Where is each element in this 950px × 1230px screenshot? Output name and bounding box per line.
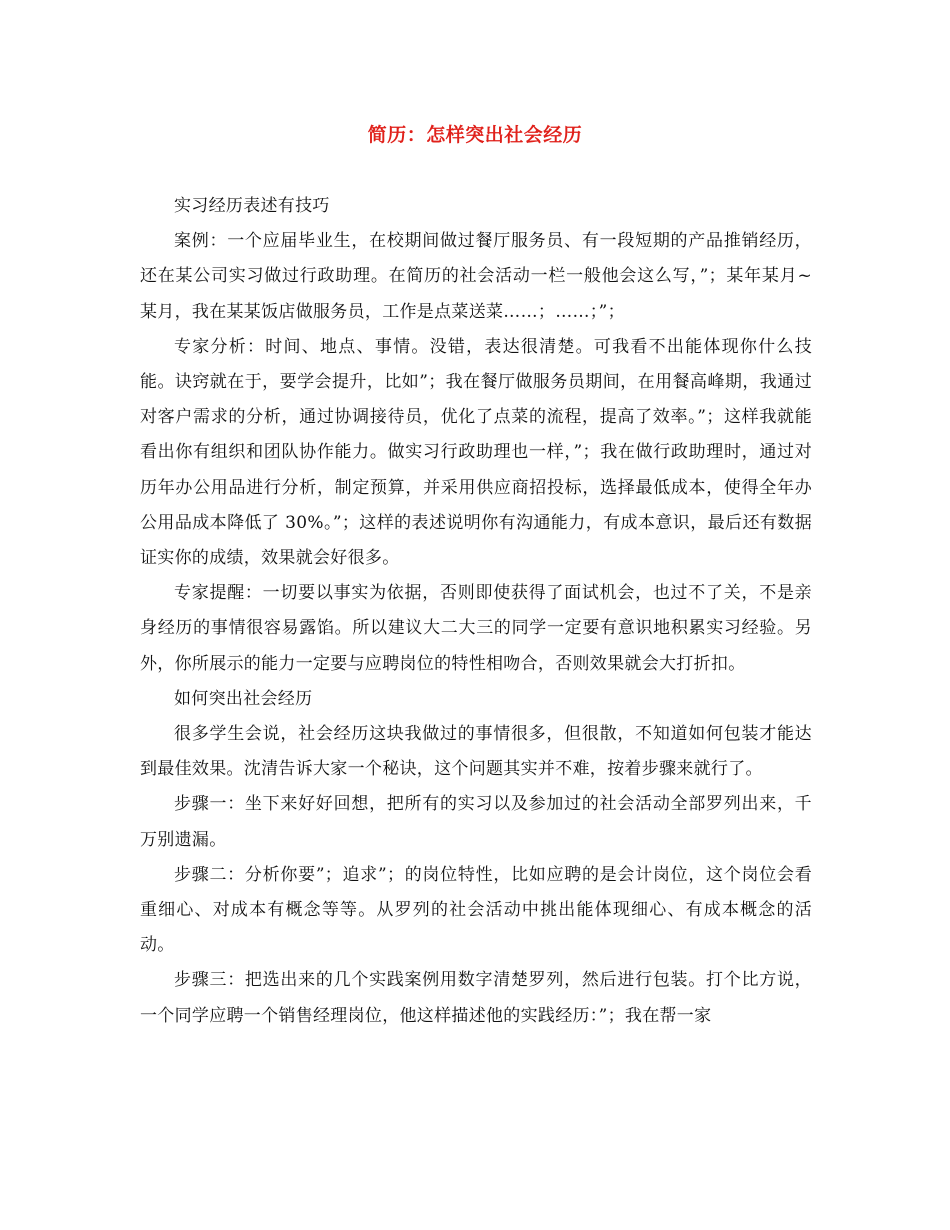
paragraph-step-two: 步骤二：分析你要”；追求”；的岗位特性，比如应聘的是会计岗位，这个岗位会看重细心、对成本有概念等等。从罗列的社会活动中挑出能体现细心、有成本概念的活动。: [140, 864, 812, 956]
paragraph-expert-reminder: 专家提醒：一切要以事实为依据，否则即使获得了面试机会，也过不了关，不是亲身经历的事情很容易露馅。所以建议大二大三的同学一定要有意识地积累实习经验。另外，你所展示的能力一定要与应聘岗位的特性相吻合，否则效果就会大打折扣。: [140, 583, 812, 674]
paragraph-case: 案例：一个应届毕业生，在校期间做过餐厅服务员、有一段短期的产品推销经历，还在某公司实习做过行政助理。在简历的社会活动一栏一般他会这么写，”；某年某月~某月，我在某某饭店做服务员，工作是点菜送菜……；……；”；: [140, 231, 812, 322]
paragraph-step-three: 步骤三：把选出来的几个实践案例用数字清楚罗列，然后进行包装。打个比方说，一个同学应聘一个销售经理岗位，他这样描述他的实践经历：”；我在帮一家: [140, 970, 812, 1026]
paragraph-expert-analysis: 专家分析：时间、地点、事情。没错，表达很清楚。可我看不出能体现你什么技能。诀窍就在于，要学会提升，比如”；我在餐厅做服务员期间，在用餐高峰期，我通过对客户需求的分析，通过协调接待员，优化了点菜的流程，提高了效率。”；这样我就能看出你有组织和团队协作能力。做实习行政助理也一样，”；我在做行政助理时，通过对历年办公用品进行分析，制定预算，并采用供应商招投标，选择最低成本，使得全年办公用品成本降低了 30%。”；这样的表述说明你有沟通能力，有成本意识，最后还有数据证实你的成绩，效果就会好很多。: [140, 336, 812, 569]
section-heading-internship: 实习经历表述有技巧: [174, 196, 330, 216]
document-title: 简历：怎样突出社会经历: [367, 124, 583, 146]
section-heading-highlight: 如何突出社会经历: [174, 688, 313, 709]
document-body: [140, 189, 812, 1034]
paragraph-intro: 很多学生会说，社会经历这块我做过的事情很多，但很散，不知道如何包装才能达到最佳效果。沈清告诉大家一个秘诀，这个问题其实并不难，按着步骤来就行了。: [140, 724, 812, 780]
paragraph-step-one: 步骤一：坐下来好好回想，把所有的实习以及参加过的社会活动全部罗列出来，千万别遗漏。: [140, 794, 812, 850]
